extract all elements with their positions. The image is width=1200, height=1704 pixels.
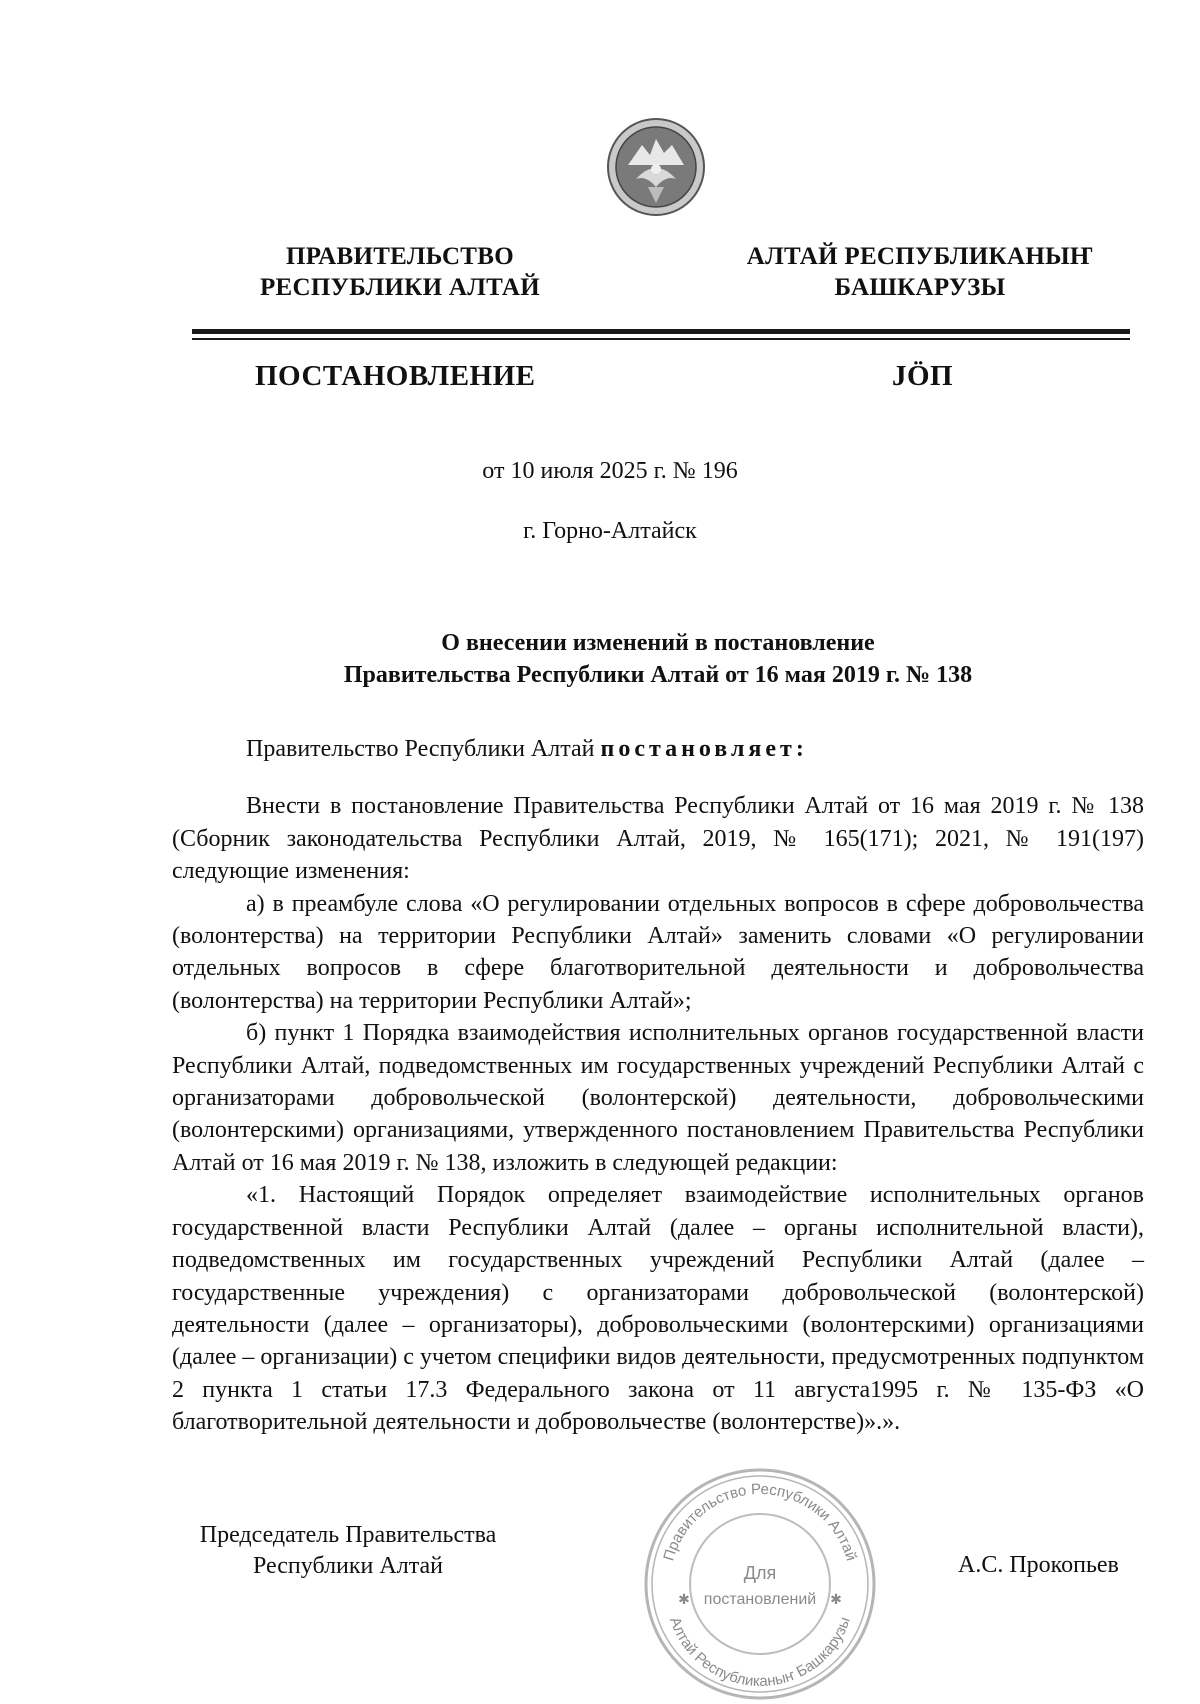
- stamp-star-left-icon: ✱: [678, 1591, 690, 1607]
- signatory-position-line2: Республики Алтай: [253, 1553, 443, 1579]
- title-line2: Правительства Республики Алтай от 16 мая 2019 г. № 138: [343, 662, 973, 688]
- stamp-star-right-icon: ✱: [830, 1591, 842, 1607]
- paragraph-2: а) в преамбуле слова «О регулировании отдельных вопросов в сфере добровольчества (волонтерства) на территории Республики Алтай» заменить словами «О регулировании отдельных вопросов в сфере благотворительной деятельности и добровольчества (волонтерства) на территории Республики Алтай»;: [172, 890, 1144, 1014]
- stamp-ring-bottom: Алтай Республиканыҥ Башкарузы: [666, 1614, 854, 1691]
- header-left-line1: ПРАВИТЕЛЬСТВО: [286, 243, 514, 270]
- date-number-line: от 10 июля 2025 г. № 196: [482, 458, 738, 484]
- header-right-line2: БАШКАРУЗЫ: [834, 274, 1006, 301]
- city-line: г. Горно-Алтайск: [523, 518, 697, 544]
- lead-resolves: постановляет:: [600, 736, 808, 762]
- stamp-center-line2: постановлений: [703, 1591, 817, 1608]
- document-body: [172, 733, 1144, 1439]
- stamp-center-line1: Для: [743, 1563, 777, 1583]
- paragraph-1: Внести в постановление Правительства Республики Алтай от 16 мая 2019 г. № 138 (Сборник законодательства Республики Алтай, 2019, № 165(171); 2021, № 191(197) следующие изменения:: [172, 793, 1144, 885]
- signatory-position: [178, 1520, 518, 1582]
- header-right-line1: АЛТАЙ РЕСПУБЛИКАНЫҤ: [746, 243, 1094, 270]
- header-divider-thin: [192, 338, 1130, 340]
- republic-emblem-icon: [606, 117, 706, 217]
- lead-paragraph: [172, 733, 1144, 765]
- paragraph-3: б) пункт 1 Порядка взаимодействия исполнительных органов государственной власти Республики Алтай, подведомственных им государственных учреждений Республики Алтай с организаторами добровольческой (волонтерской) деятельности, добровольческими (волонтерскими) организациями, утвержденного постановлением Правительства Республики Алтай от 16 мая 2019 г. № 138, изложить в следующей редакции:: [172, 1020, 1144, 1176]
- signatory-position-line1: Председатель Правительства: [199, 1522, 497, 1548]
- stamp-ring-top: Правительство Республики Алтай: [660, 1480, 860, 1563]
- document-title: [172, 627, 1144, 691]
- official-stamp-icon: [640, 1464, 880, 1704]
- doc-type-russian: ПОСТАНОВЛЕНИЕ: [255, 360, 536, 392]
- title-line1: О внесении изменений в постановление: [441, 630, 875, 656]
- lead-prefix: Правительство Республики Алтай: [246, 736, 601, 762]
- paragraph-4: «1. Настоящий Порядок определяет взаимодействие исполнительных органов государственной власти Республики Алтай (далее – органы исполнительной власти), подведомственных им государственных учреждений Республики Алтай (далее – государственные учреждения) с организаторами добровольческой (волонтерской) деятельности (далее – организаторы), добровольческими (волонтерскими) организациями (далее – организации) с учетом специфики видов деятельности, предусмотренных подпунктом 2 пункта 1 статьи 17.3 Федерального закона от 11 августа1995 г. № 135-ФЗ «О благотворительной деятельности и добровольчестве (волонтерстве)».».: [172, 1182, 1144, 1436]
- doc-type-altai: JӦП: [892, 360, 954, 392]
- header-left: [230, 241, 570, 303]
- header-left-line2: РЕСПУБЛИКИ АЛТАЙ: [259, 274, 540, 301]
- signatory-name: А.С. Прокопьев: [958, 1552, 1119, 1578]
- header-right: [730, 241, 1110, 303]
- header-divider-thick: [192, 329, 1130, 334]
